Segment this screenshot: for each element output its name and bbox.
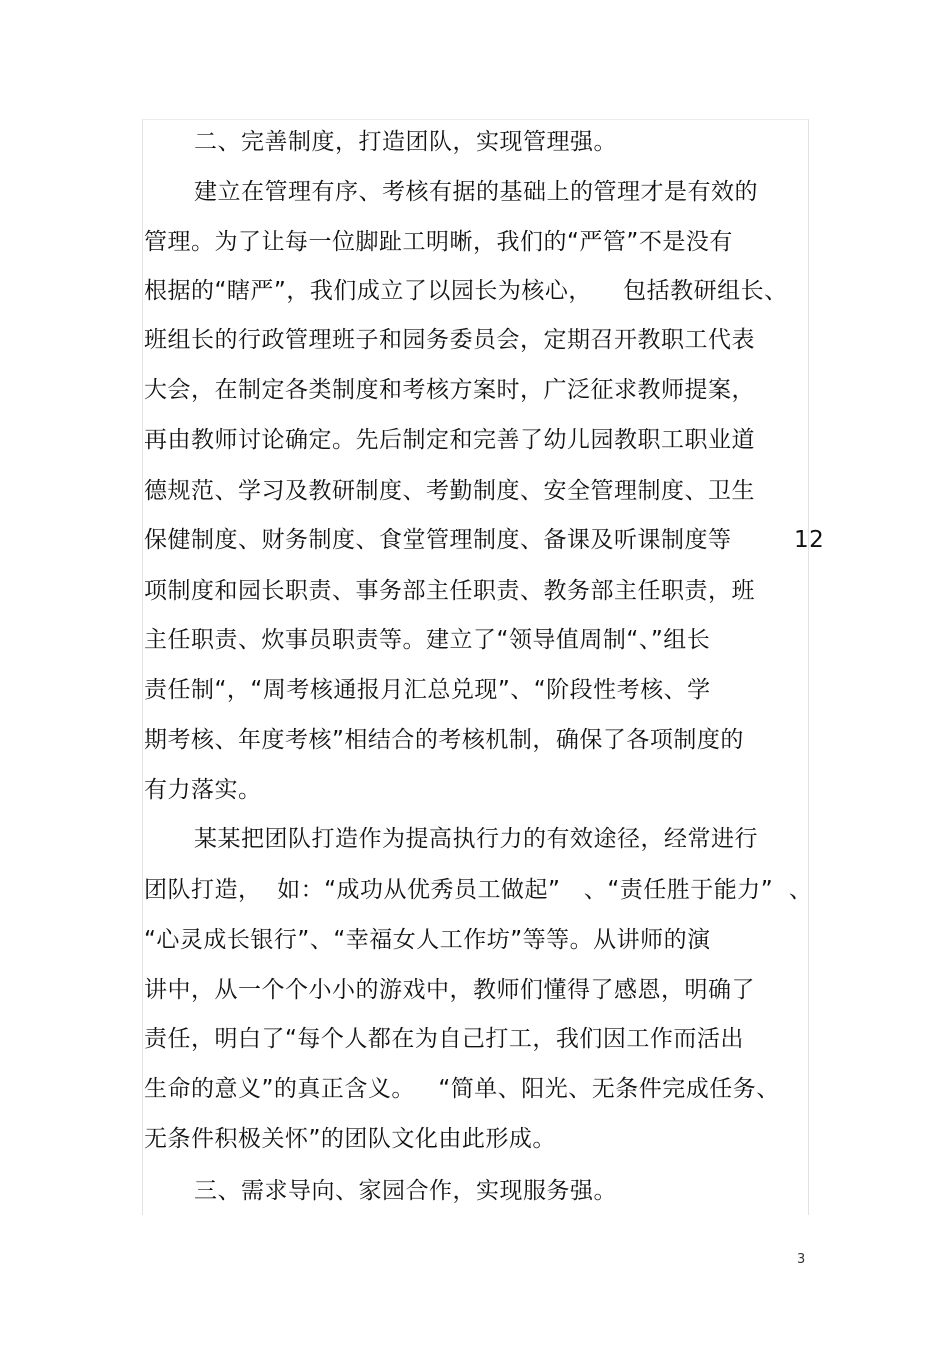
section-heading-2: 二、完善制度，打造团队，实现管理强。 (194, 129, 617, 155)
paragraph-line: 根据的“瞎严”，我们成立了以园长为核心， 包括教研组长、 (144, 278, 788, 304)
paragraph-line: 有力落实。 (144, 777, 262, 803)
paragraph-line: 大会，在制定各类制度和考核方案时，广泛征求教师提案， (144, 377, 755, 403)
paragraph-line: 建立在管理有序、考核有据的基础上的管理才是有效的 (194, 179, 758, 205)
paragraph-line: 管理。为了让每一位脚趾工明晰，我们的“严管”不是没有 (144, 229, 733, 255)
paragraph-line: 期考核、年度考核”相结合的考核机制，确保了各项制度的 (144, 727, 744, 753)
paragraph-line: 保健制度、财务制度、食堂管理制度、备课及听课制度等 12 (144, 527, 825, 553)
paragraph-line: 德规范、学习及教研制度、考勤制度、安全管理制度、卫生 (144, 478, 755, 504)
paragraph-line: 班组长的行政管理班子和园务委员会，定期召开教职工代表 (144, 327, 755, 353)
paragraph-line: “心灵成长银行”、“幸福女人工作坊”等等。从讲师的演 (144, 927, 711, 953)
paragraph-line: 生命的意义”的真正含义。 “简单、阳光、无条件完成任务、 (144, 1076, 780, 1102)
paragraph-line: 责任，明白了“每个人都在为自己打工，我们因工作而活出 (144, 1026, 744, 1052)
page-number: 3 (797, 1252, 806, 1267)
paragraph-line: 责任制“，“周考核通报月汇总兑现”、“阶段性考核、学 (144, 677, 711, 703)
paragraph-line: 再由教师讨论确定。先后制定和完善了幼儿园教职工职业道 (144, 427, 755, 453)
paragraph-line: 讲中，从一个个小小的游戏中，教师们懂得了感恩，明确了 (144, 977, 755, 1003)
paragraph-line: 主任职责、炊事员职责等。建立了“领导值周制“、”组长 (144, 627, 711, 653)
paragraph-line: 项制度和园长职责、事务部主任职责、教务部主任职责，班 (144, 578, 755, 604)
paragraph-line: 无条件积极关怀”的团队文化由此形成。 (144, 1126, 556, 1152)
paragraph-line: 团队打造， 如：“成功从优秀员工做起” 、“责任胜于能力” 、 (144, 877, 813, 903)
paragraph-line: 某某把团队打造作为提高执行力的有效途径，经常进行 (194, 826, 758, 852)
section-heading-3: 三、需求导向、家园合作，实现服务强。 (194, 1178, 617, 1204)
